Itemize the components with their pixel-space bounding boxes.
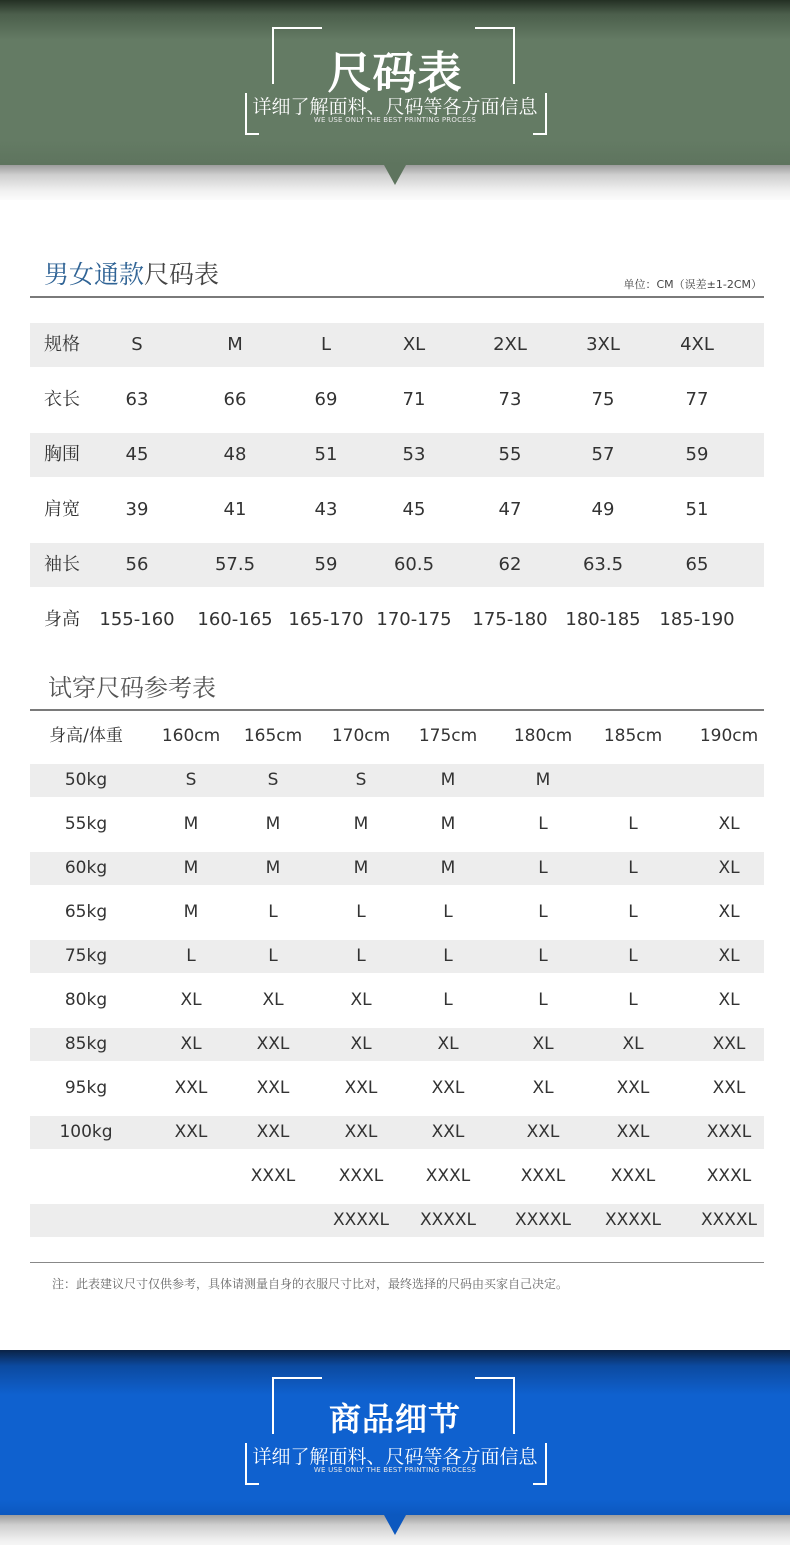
- table-cell: XL: [622, 1034, 644, 1054]
- table-cell: 69: [314, 389, 338, 410]
- header-cell: 160cm: [161, 726, 221, 746]
- table-cell: 170-175: [376, 609, 452, 630]
- table-cell: M: [535, 770, 551, 790]
- row-label: 50kg: [64, 770, 108, 790]
- table-cell: 48: [223, 444, 247, 465]
- table-cell: S: [267, 770, 279, 790]
- table-cell: M: [265, 858, 281, 878]
- table-cell: XXL: [526, 1122, 560, 1142]
- top-banner-title: 尺码表: [327, 48, 463, 99]
- table-cell: XL: [350, 990, 372, 1010]
- table-row: [30, 433, 764, 477]
- table-cell: M: [183, 814, 199, 834]
- table-cell: 77: [685, 389, 709, 410]
- table-cell: XXXL: [520, 1166, 566, 1186]
- top-banner-english: WE USE ONLY THE BEST PRINTING PROCESS: [313, 116, 477, 124]
- header-cell: 175cm: [418, 726, 478, 746]
- size-chart-title-rest: 尺码表: [144, 260, 220, 289]
- table-cell: XXL: [712, 1078, 746, 1098]
- table-cell: XXL: [431, 1078, 465, 1098]
- table-cell: XL: [718, 858, 740, 878]
- top-banner: [0, 0, 790, 200]
- table-cell: 39: [125, 499, 149, 520]
- table-cell: L: [443, 946, 453, 966]
- table-cell: L: [356, 902, 366, 922]
- table-header-row: [30, 720, 764, 753]
- table-cell: M: [183, 902, 199, 922]
- table-cell: M: [440, 814, 456, 834]
- size-chart-title: [44, 255, 219, 291]
- table-cell: XXL: [174, 1078, 208, 1098]
- table-cell: XXL: [616, 1122, 650, 1142]
- table-cell: 63.5: [582, 554, 624, 575]
- row-label: 60kg: [64, 858, 108, 878]
- table-cell: 160-165: [197, 609, 273, 630]
- table-cell: XXXL: [610, 1166, 656, 1186]
- row-label: 胸围: [44, 444, 80, 465]
- table-cell: L: [538, 902, 548, 922]
- header-cell: 190cm: [699, 726, 759, 746]
- table-cell: L: [628, 946, 638, 966]
- table-cell: 49: [591, 499, 615, 520]
- disclaimer-note: 注：此表建议尺寸仅供参考，具体请测量自身的衣服尺寸比对，最终选择的尺码由买家自己决定。: [52, 1277, 569, 1291]
- table-row: [30, 1160, 764, 1193]
- table-cell: L: [356, 946, 366, 966]
- bottom-banner-english: WE USE ONLY THE BEST PRINTING PROCESS: [313, 1466, 477, 1474]
- table-cell: L: [443, 990, 453, 1010]
- table-cell: M: [265, 814, 281, 834]
- table-cell: 41: [223, 499, 247, 520]
- table-cell: L: [628, 858, 638, 878]
- header-cell: L: [320, 334, 332, 355]
- table-cell: XXL: [344, 1078, 378, 1098]
- table-row: [30, 984, 764, 1017]
- table-cell: XL: [718, 814, 740, 834]
- table-cell: 57.5: [214, 554, 256, 575]
- table-cell: 45: [125, 444, 149, 465]
- row-label: 衣长: [44, 389, 80, 410]
- table-header-row: [30, 323, 764, 367]
- table-cell: XXXL: [250, 1166, 296, 1186]
- table-cell: L: [628, 990, 638, 1010]
- table-cell: XXXXL: [419, 1210, 477, 1230]
- table-row: [30, 488, 764, 532]
- table-cell: 165-170: [288, 609, 364, 630]
- table-row: [30, 896, 764, 929]
- row-label: 65kg: [64, 902, 108, 922]
- table-cell: XL: [437, 1034, 459, 1054]
- table-cell: 43: [314, 499, 338, 520]
- table-cell: M: [440, 770, 456, 790]
- table-cell: XXL: [344, 1122, 378, 1142]
- table-cell: XXL: [712, 1034, 746, 1054]
- row-label: 75kg: [64, 946, 108, 966]
- bottom-banner-notch: [384, 1515, 406, 1535]
- row-label: 袖长: [44, 554, 80, 575]
- top-banner-subtitle: 详细了解面料、尺码等各方面信息: [252, 96, 538, 118]
- table-cell: S: [185, 770, 197, 790]
- header-cell: S: [131, 334, 143, 355]
- table-cell: L: [186, 946, 196, 966]
- table-cell: XXXXL: [700, 1210, 758, 1230]
- table-cell: 59: [314, 554, 338, 575]
- table-cell: XXL: [616, 1078, 650, 1098]
- table-cell: L: [628, 902, 638, 922]
- table-cell: L: [268, 902, 278, 922]
- header-cell: 165cm: [243, 726, 303, 746]
- table-cell: 63: [125, 389, 149, 410]
- table-cell: L: [538, 946, 548, 966]
- table-cell: L: [443, 902, 453, 922]
- table-cell: XL: [180, 990, 202, 1010]
- table-cell: 59: [685, 444, 709, 465]
- table-cell: M: [440, 858, 456, 878]
- table-cell: XL: [262, 990, 284, 1010]
- row-label: 身高: [44, 609, 80, 630]
- unit-note: 单位：CM（误差±1-2CM）: [623, 278, 762, 291]
- table-cell: XXXL: [706, 1166, 752, 1186]
- table-cell: 57: [591, 444, 615, 465]
- row-label: 95kg: [64, 1078, 108, 1098]
- table-cell: 62: [498, 554, 522, 575]
- table-cell: XL: [532, 1034, 554, 1054]
- table-cell: 47: [498, 499, 522, 520]
- table-cell: XXXXL: [604, 1210, 662, 1230]
- table-row: [30, 1116, 764, 1149]
- fit-chart-title: 试穿尺码参考表: [48, 674, 216, 702]
- table-cell: L: [538, 858, 548, 878]
- table-cell: L: [628, 814, 638, 834]
- table-cell: M: [183, 858, 199, 878]
- table-cell: 180-185: [565, 609, 641, 630]
- table-cell: XXL: [431, 1122, 465, 1142]
- table-row: [30, 940, 764, 973]
- table-cell: XXXL: [425, 1166, 471, 1186]
- divider: [30, 709, 764, 711]
- header-cell: M: [227, 334, 243, 355]
- table-cell: 75: [591, 389, 615, 410]
- table-cell: S: [355, 770, 367, 790]
- table-cell: M: [353, 814, 369, 834]
- table-cell: 60.5: [393, 554, 435, 575]
- row-label: 55kg: [64, 814, 108, 834]
- table-cell: L: [268, 946, 278, 966]
- table-cell: L: [538, 814, 548, 834]
- divider: [30, 1262, 764, 1263]
- table-cell: 73: [498, 389, 522, 410]
- table-cell: XXL: [174, 1122, 208, 1142]
- header-cell: 170cm: [331, 726, 391, 746]
- table-row: [30, 598, 764, 642]
- header-cell: 185cm: [603, 726, 663, 746]
- table-cell: XXL: [256, 1078, 290, 1098]
- table-cell: XXXXL: [332, 1210, 390, 1230]
- table-cell: M: [353, 858, 369, 878]
- table-row: [30, 543, 764, 587]
- table-row: [30, 378, 764, 422]
- table-cell: 66: [223, 389, 247, 410]
- header-cell: 4XL: [680, 334, 714, 355]
- table-cell: 51: [314, 444, 338, 465]
- table-cell: 71: [402, 389, 426, 410]
- header-cell: 身高/体重: [49, 726, 123, 746]
- table-cell: 155-160: [99, 609, 175, 630]
- header-cell: 3XL: [586, 334, 620, 355]
- row-label: 85kg: [64, 1034, 108, 1054]
- table-row: [30, 852, 764, 885]
- row-label: 肩宽: [44, 499, 80, 520]
- divider: [30, 296, 764, 298]
- size-chart-title-highlight: 男女通款: [44, 260, 145, 289]
- table-cell: XXXXL: [514, 1210, 572, 1230]
- table-cell: 51: [685, 499, 709, 520]
- header-cell: 2XL: [493, 334, 527, 355]
- table-cell: XL: [180, 1034, 202, 1054]
- table-cell: 56: [125, 554, 149, 575]
- table-cell: XXL: [256, 1122, 290, 1142]
- table-row: [30, 764, 764, 797]
- row-label: 80kg: [64, 990, 108, 1010]
- table-cell: 53: [402, 444, 426, 465]
- table-cell: XL: [718, 902, 740, 922]
- table-cell: 55: [498, 444, 522, 465]
- table-cell: XXXL: [706, 1122, 752, 1142]
- bottom-banner: [0, 1350, 790, 1545]
- table-cell: XL: [350, 1034, 372, 1054]
- table-row: [30, 1204, 764, 1237]
- table-cell: XL: [718, 990, 740, 1010]
- table-cell: XXL: [256, 1034, 290, 1054]
- table-row: [30, 1072, 764, 1105]
- row-label: 100kg: [59, 1122, 113, 1142]
- table-cell: 185-190: [659, 609, 735, 630]
- table-cell: 65: [685, 554, 709, 575]
- top-banner-notch: [384, 165, 406, 185]
- bottom-banner-subtitle: 详细了解面料、尺码等各方面信息: [252, 1446, 538, 1468]
- table-cell: L: [538, 990, 548, 1010]
- table-cell: XL: [718, 946, 740, 966]
- table-cell: 45: [402, 499, 426, 520]
- table-cell: XXXL: [338, 1166, 384, 1186]
- table-cell: XL: [532, 1078, 554, 1098]
- table-row: [30, 1028, 764, 1061]
- header-cell: XL: [402, 334, 426, 355]
- header-cell: 规格: [44, 334, 80, 355]
- header-cell: 180cm: [513, 726, 573, 746]
- bottom-banner-title: 商品细节: [328, 1400, 461, 1438]
- table-row: [30, 808, 764, 841]
- table-cell: 175-180: [472, 609, 548, 630]
